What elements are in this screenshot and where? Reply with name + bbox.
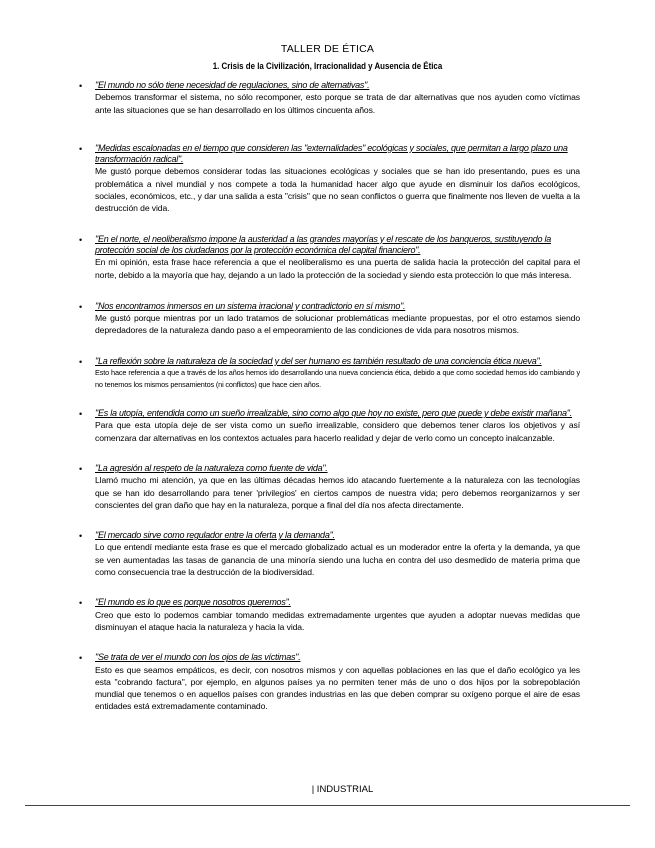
bullet-icon: • xyxy=(79,81,83,91)
quote-text: "El mundo es lo que es porque nosotros queremos". xyxy=(95,597,291,608)
comment-text: Para que esta utopía deje de ser vista como un sueño irrealizable, considero que debemos tener claros los objetivos y así comenzara dar alternativas en los contextos actuales para hacerlo realidad y dejar de verlo como un concepto inalcanzable. xyxy=(95,420,580,443)
quote-text: "La reflexión sobre la naturaleza de la sociedad y del ser humano es también resultado de una conciencia ética nueva". xyxy=(95,355,542,366)
bullet-icon: • xyxy=(79,143,83,154)
bullet-icon: • xyxy=(79,463,83,474)
quote-text: "Se trata de ver el mundo con los ojos de las víctimas". xyxy=(95,652,301,663)
list-item xyxy=(79,652,580,712)
section-title: 1. Crisis de la Civilización, Irracionalidad y Ausencia de Ética xyxy=(212,61,443,71)
bullet-icon: • xyxy=(79,598,83,609)
comment-text: En mi opinión, esta frase hace referencia a que el neoliberalismo es una puerta de salida hacia la protección del capital para el norte, debido a la mayoría que hay, dejando a un lado la protección de la sociedad y siendo esta protección lo que más interesa. xyxy=(95,257,580,280)
quote-text: "Medidas escalonadas en el tiempo que consideren las "externalidades" ecológicas y sociales, que permitan a largo plazo una transformación radical". xyxy=(95,142,568,165)
bullet-icon: • xyxy=(79,234,83,245)
list-item xyxy=(79,233,580,281)
comment-text: Me gustó porque debemos considerar todas las situaciones ecológicas y sociales que se han ido presentando, pues es una problemática a nivel mundial y nos compete a toda la humanidad hacer algo que ayude en disminuir los daños ecológicos, sociales, económicos, etc., y dar una salida a esta "crisis" que no sean conflictos o guerra que finalmente nos lleven de vuelta a la destrucción de vida. xyxy=(95,166,580,214)
quote-text: "El mundo no sólo tiene necesidad de regulaciones, sino de alternativas". xyxy=(95,80,370,90)
quote-text: "En el norte, el neoliberalismo impone la austeridad a las grandes mayorías y el rescate de los banqueros, sustituyendo la protección social de los ciudadanos por la protección económica del capital financiero". xyxy=(95,233,551,255)
quote-text: "El mercado sirve como regulador entre la oferta y la demanda". xyxy=(95,530,335,541)
list-item xyxy=(79,462,580,511)
list-item xyxy=(79,355,580,390)
quote-text: "La agresión al respeto de la naturaleza como fuente de vida". xyxy=(95,462,328,473)
comment-text: Llamó mucho mi atención, ya que en las últimas décadas hemos ido atacando fuertemente a la naturaleza con las tecnologías que se han ido desarrollando para tener 'privilegios' en ciertos campos de nuestra vida; pero debemos reorganizarnos y ser conscientes del gran daño que hay en la naturaleza, porque a final del día nos afecta directamente. xyxy=(95,475,580,510)
bullet-icon: • xyxy=(79,356,83,367)
comment-text: Esto hace referencia a que a través de los años hemos ido desarrollando una nueva conciencia ética, debido a que como sociedad hemos ido cambiando y no tenemos los mismos pensamientos (ni conflictos) que hace cien años. xyxy=(95,368,580,389)
list-item xyxy=(79,80,580,116)
bullet-icon: • xyxy=(79,653,83,664)
list-item xyxy=(79,530,580,578)
quote-list xyxy=(79,80,580,713)
comment-text: Lo que entendí mediante esta frase es que el mercado globalizado actual es un moderador entre la oferta y la demanda, ya que se ven aumentadas las tasas de ganancia de una minoría siendo una lucha en contra del uso desmedido de materia prima que como consecuencia trae la destrucción de la biodiversidad. xyxy=(95,542,580,578)
comment-text: Me gustó porque mientras por un lado tratamos de solucionar problemáticas mediante propuestas, por el otro estamos siendo depredadores de la naturaleza dando paso a el empeoramiento de las condiciones de vida para nosotros mismos. xyxy=(95,313,580,336)
page-title: TALLER DE ÉTICA xyxy=(280,43,375,55)
bullet-icon: • xyxy=(79,301,83,312)
list-item xyxy=(79,300,580,337)
footer-divider xyxy=(25,805,630,806)
bullet-icon: • xyxy=(79,409,83,420)
page-footer: | INDUSTRIAL xyxy=(311,784,374,795)
list-item xyxy=(79,408,580,444)
bullet-icon: • xyxy=(79,531,83,542)
list-item xyxy=(79,597,580,633)
comment-text: Creo que esto lo podemos cambiar tomando medidas extremadamente urgentes que ayuden a adoptar nuevas medidas que disminuyan el ataque hacia la naturaleza y hacia la vida. xyxy=(95,609,580,632)
quote-text: "Nos encontramos inmersos en un sistema irracional y contradictorio en sí mismo". xyxy=(95,300,406,311)
comment-text: Debemos transformar el sistema, no sólo recomponer, esto porque se trata de dar alternativas que nos ayuden como víctimas ante las situaciones que se han desarrollado en los últimos cincuenta años. xyxy=(95,92,580,115)
list-item xyxy=(79,142,580,215)
quote-text: "Es la utopía, entendida como un sueño irrealizable, sino como algo que hoy no existe, pero que puede y debe existir mañana". xyxy=(95,408,572,419)
comment-text: Esto es que seamos empáticos, es decir, con nosotros mismos y con aquellas poblaciones en las que el daño ecológico ya les esta "cobrando factura", por ejemplo, en algunos países ya no permiten tener más de uno o dos hijos por la sobrepoblación mundial que tenemos o en aquellos países con grandes industrias en las que deben comprar su oxígeno porque el aire de esas entidades está extremadamente contaminado. xyxy=(95,664,580,712)
